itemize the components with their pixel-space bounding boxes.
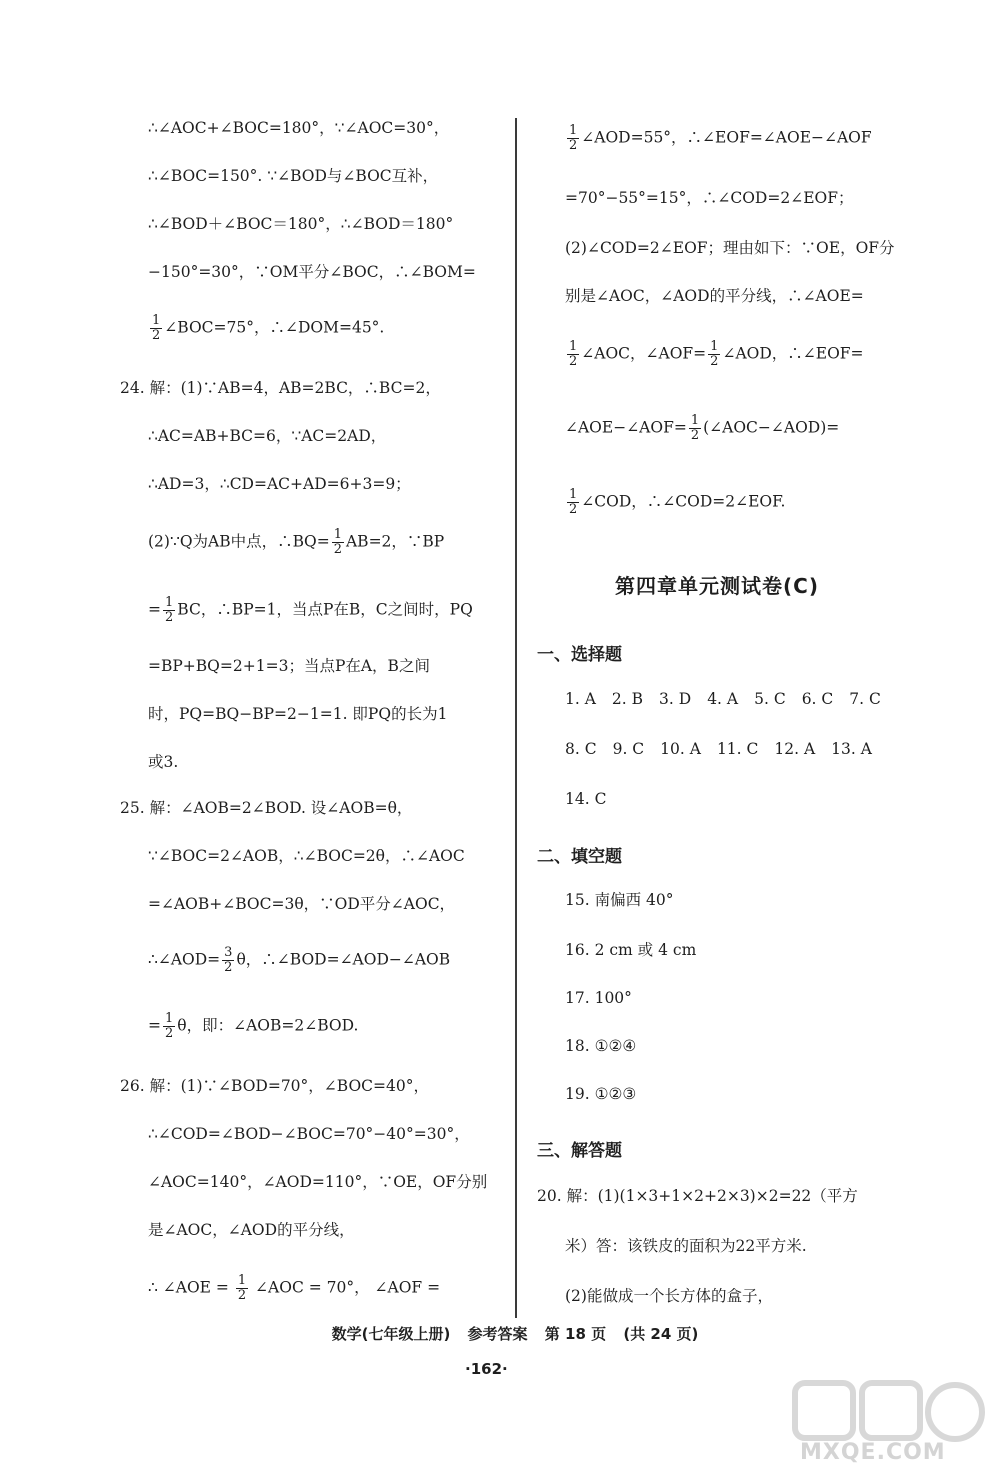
section-heading: 一、选择题 <box>537 645 622 665</box>
fraction: $\frac{1}{2}$ <box>690 413 700 443</box>
fraction: $\frac{3}{2}$ <box>224 945 233 975</box>
fraction: $\frac{1}{2}$ <box>569 339 578 369</box>
column-divider <box>515 118 517 1318</box>
choice-answer: 7. C <box>849 690 881 708</box>
choice-answer: 9. C <box>612 740 645 758</box>
footer-total: (共 24 页) <box>623 1325 699 1343</box>
text-line: 17. 100° <box>565 989 632 1007</box>
choice-answer: 8. C <box>565 740 597 758</box>
text-line: 25. 解：∠AOB=2∠BOD. 设∠AOB=θ， <box>120 799 413 817</box>
footer-subject: 数学(七年级上册) <box>331 1325 451 1343</box>
text-line: 24. 解：(1)∵AB=4，AB=2BC，∴BC=2， <box>120 379 441 397</box>
text-line: ∴∠COD=∠BOD−∠BOC=70°−40°=30°， <box>148 1125 470 1143</box>
section-heading: 三、解答题 <box>537 1141 622 1161</box>
choice-answer: 14. C <box>565 790 607 808</box>
text-line: =∠AOB+∠BOC=3θ，∵OD平分∠AOC， <box>148 895 456 913</box>
text-line: ∴AD=3，∴CD=AC+AD=6+3=9； <box>148 475 411 493</box>
text-line: 是∠AOC，∠AOD的平分线， <box>148 1221 355 1239</box>
text-line: ∠AOE−∠AOF= $\frac{1}{2}$ (∠AOC−∠AOD)= <box>565 413 840 443</box>
text-line: 米）答：该铁皮的面积为22平方米. <box>565 1237 807 1255</box>
footer-page: 第 18 页 <box>544 1325 607 1343</box>
text-line: 时，PQ=BQ−BP=2−1=1. 即PQ的长为1 <box>148 705 448 723</box>
fraction: $\frac{1}{2}$ <box>333 527 342 557</box>
choice-answer: 6. C <box>801 690 834 708</box>
choice-answer: 2. B <box>611 690 644 708</box>
choice-answers-row <box>565 740 888 758</box>
text-line: 16. 2 cm 或 4 cm <box>565 941 697 959</box>
fraction: $\frac{1}{2}$ <box>237 1273 247 1303</box>
text-line: 或3. <box>148 753 179 771</box>
text-line: =BP+BQ=2+1=3；当点P在A，B之间 <box>148 657 430 675</box>
text-line: =70°−55°=15°，∴∠COD=2∠EOF； <box>565 189 854 207</box>
footer-answers: 参考答案 <box>467 1325 528 1343</box>
text-line: ∴∠BOD＋∠BOC＝180°，∴∠BOD＝180° <box>148 215 454 233</box>
choice-answers-row <box>565 790 622 808</box>
text-line: (2)∠COD=2∠EOF；理由如下：∵OE，OF分 <box>565 239 895 257</box>
text-line: −150°=30°，∵OM平分∠BOC，∴∠BOM= <box>148 263 476 281</box>
text-line: $\frac{1}{2}$ ∠COD，∴∠COD=2∠EOF. <box>569 487 786 517</box>
fraction: $\frac{1}{2}$ <box>165 1011 174 1041</box>
text-line: ∴ ∠AOE = $\frac{1}{2}$ ∠AOC = 70°， ∠AOF = <box>148 1273 441 1303</box>
text-line: 20. 解：(1)(1×3+1×2+2×3)×2=22（平方 <box>537 1187 858 1205</box>
text-line: ∵∠BOC=2∠AOB，∴∠BOC=2θ，∴∠AOC <box>148 847 465 865</box>
page-footer <box>300 1323 730 1344</box>
text-line: = $\frac{1}{2}$ BC，∴BP=1，当点P在B，C之间时，PQ <box>148 595 473 625</box>
text-line: ∴∠AOC+∠BOC=180°，∵∠AOC=30°， <box>148 119 450 137</box>
fraction: $\frac{1}{2}$ <box>569 123 578 153</box>
text-line: 别是∠AOC，∠AOD的平分线，∴∠AOE= <box>565 287 864 305</box>
text-line: $\frac{1}{2}$ ∠AOC，∠AOF= $\frac{1}{2}$ ∠AOD，∴∠EOF= <box>569 339 864 369</box>
chapter-title: 第四章单元测试卷(C) <box>615 574 819 598</box>
choice-answer: 3. D <box>659 690 692 708</box>
text-line: ∠AOC=140°，∠AOD=110°，∵OE，OF分别 <box>148 1173 488 1191</box>
text-line: 18. ①②④ <box>565 1037 637 1055</box>
choice-answer: 4. A <box>707 690 739 708</box>
choice-answer: 13. A <box>831 740 872 758</box>
text-line: 15. 南偏西 40° <box>565 891 674 909</box>
text-line: $\frac{1}{2}$ ∠BOC=75°，∴∠DOM=45°. <box>152 313 385 343</box>
fraction: $\frac{1}{2}$ <box>569 487 578 517</box>
text-line: 19. ①②③ <box>565 1085 637 1103</box>
text-line: (2)能做成一个长方体的盒子， <box>565 1287 773 1305</box>
choice-answers-row <box>565 690 897 708</box>
text-line: 26. 解：(1)∵∠BOD=70°，∠BOC=40°， <box>120 1077 429 1095</box>
text-line: (2)∵Q为AB中点，∴BQ= $\frac{1}{2}$ AB=2，∵BP <box>148 527 445 557</box>
section-heading: 二、填空题 <box>537 847 622 867</box>
fraction: $\frac{1}{2}$ <box>152 313 161 343</box>
fraction: $\frac{1}{2}$ <box>165 595 174 625</box>
choice-answer: 5. C <box>754 690 786 708</box>
watermark-text: MXQE.COM <box>800 1440 946 1465</box>
choice-answer: 1. A <box>565 690 596 708</box>
choice-answer: 11. C <box>716 740 759 758</box>
fraction: $\frac{1}{2}$ <box>710 339 719 369</box>
text-line: = $\frac{1}{2}$ θ，即：∠AOB=2∠BOD. <box>148 1011 359 1041</box>
choice-answer: 12. A <box>774 740 816 758</box>
text-line: ∴∠BOC=150°. ∵∠BOD与∠BOC互补， <box>148 167 439 185</box>
text-line: $\frac{1}{2}$ ∠AOD=55°，∴∠EOF=∠AOE−∠AOF <box>569 123 872 153</box>
text-line: ∴∠AOD= $\frac{3}{2}$ θ，∴∠BOD=∠AOD−∠AOB <box>148 945 451 975</box>
text-line: ∴AC=AB+BC=6，∵AC=2AD， <box>148 427 387 445</box>
choice-answer: 10. A <box>660 740 701 758</box>
page-number: ·162· <box>465 1360 508 1378</box>
